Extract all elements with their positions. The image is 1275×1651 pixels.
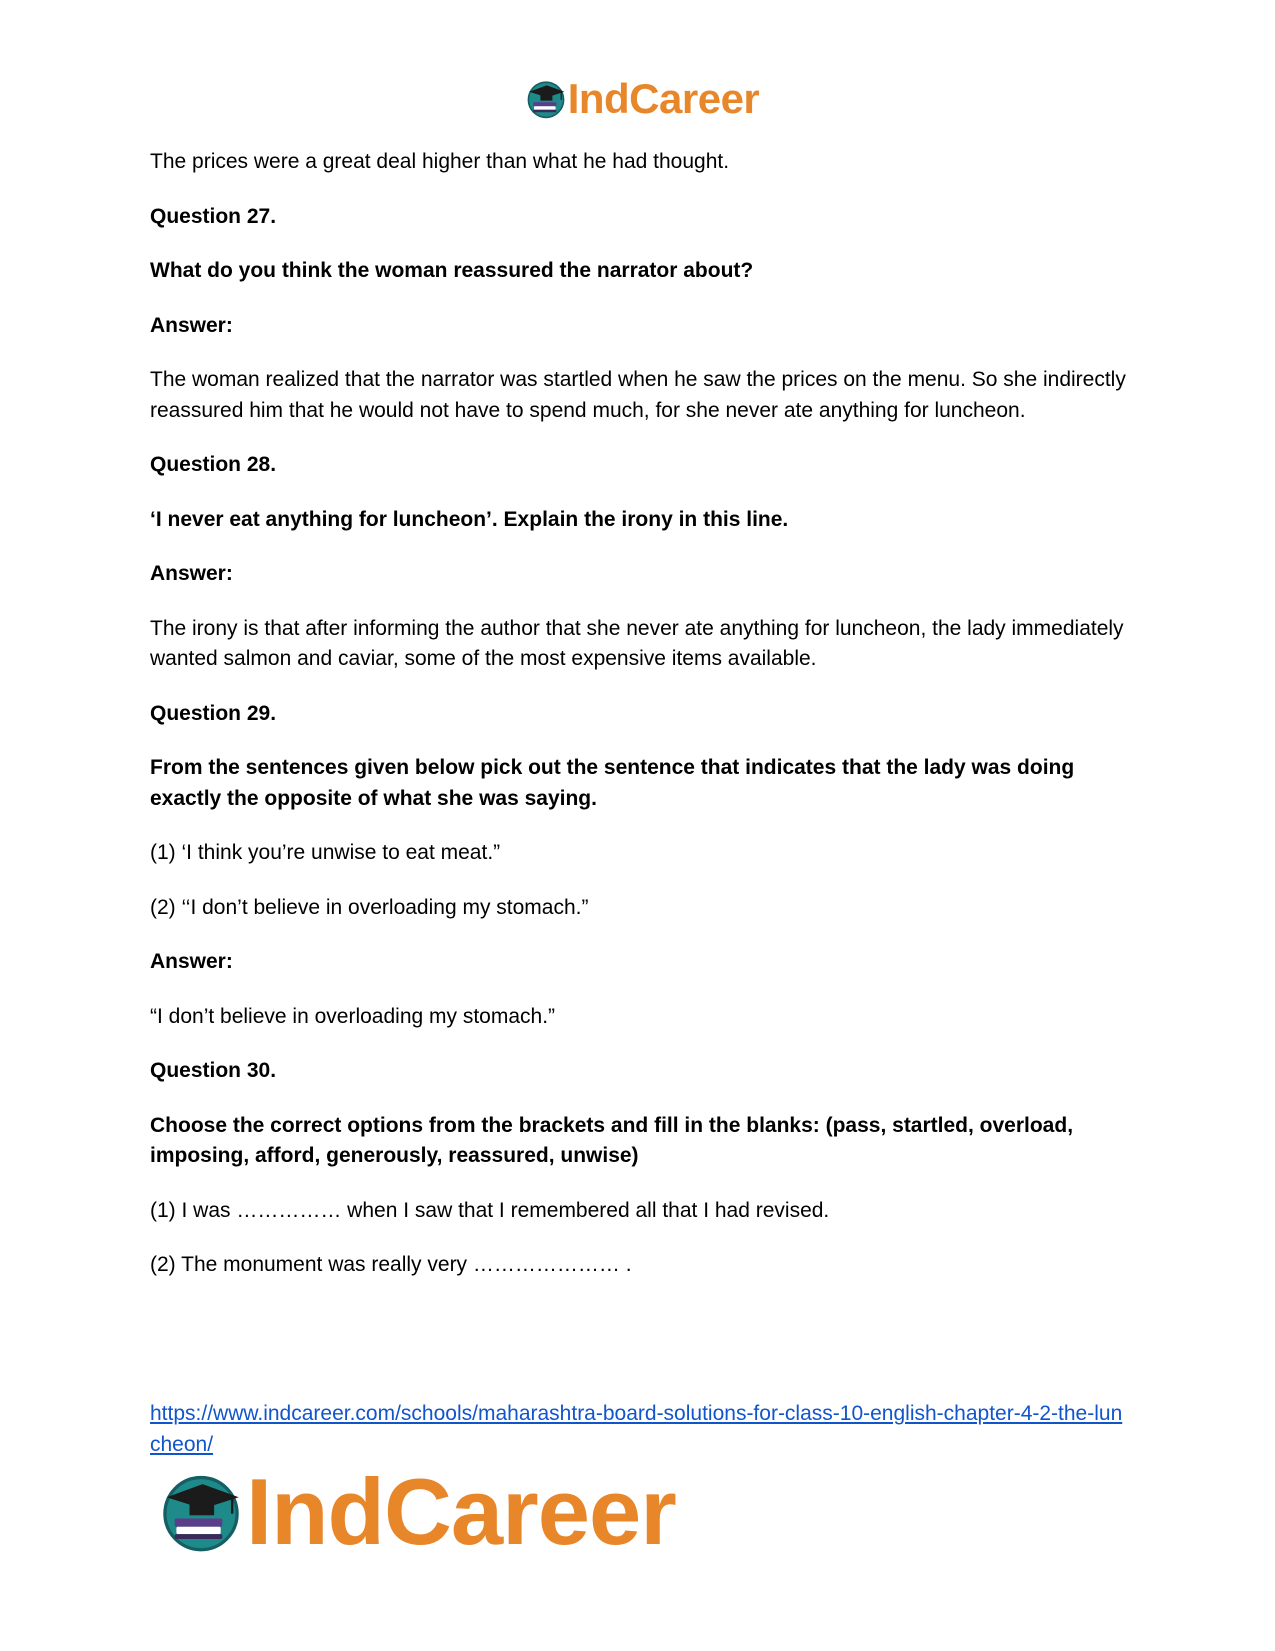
source-link[interactable]: https://www.indcareer.com/schools/maharashtra-board-solutions-for-class-10-english-chapter-4-2-the-luncheon/ <box>150 1402 1123 1456</box>
question-heading: Question 30. <box>150 1059 277 1082</box>
paragraph: The woman realized that the narrator was startled when he saw the prices on the menu. So she indirectly reassured him that he would not have to spend much, for she never ate anything for luncheon. <box>150 368 1126 422</box>
graduation-cap-book-globe-icon <box>160 1471 242 1553</box>
question-heading: Question 27. <box>150 204 277 228</box>
list-item: (2) The monument was really very ………………… . <box>150 1253 632 1276</box>
question-heading: Question 29. <box>150 701 277 725</box>
list-item: (2) ‘‘I don’t believe in overloading my stomach.” <box>150 895 589 919</box>
paragraph: The irony is that after informing the author that she never ate anything for luncheon, the lady immediately wanted salmon and caviar, some of the most expensive items available. <box>150 616 1124 670</box>
paragraph: “I don’t believe in overloading my stomach.” <box>150 1004 556 1028</box>
footer-logo <box>160 1459 676 1564</box>
paragraph: The prices were a great deal higher than what he had thought. <box>150 150 730 173</box>
header-logo <box>0 75 1275 122</box>
footer-logo-text: IndCareer <box>246 1459 676 1564</box>
question-heading: Question 28. <box>150 453 277 476</box>
answer-label: Answer: <box>150 562 233 585</box>
document-body <box>150 147 1130 1305</box>
question-text: What do you think the woman reassured the narrator about? <box>150 259 754 282</box>
graduation-cap-book-globe-icon <box>526 79 566 119</box>
question-text: Choose the correct options from the brackets and fill in the blanks: (pass, startled, overload, imposing, afford, generously, reassured, unwise) <box>150 1113 1074 1167</box>
question-text: ‘I never eat anything for luncheon’. Explain the irony in this line. <box>150 507 789 531</box>
answer-label: Answer: <box>150 950 233 973</box>
list-item: (1) ‘I think you’re unwise to eat meat.” <box>150 841 501 864</box>
logo-text: IndCareer <box>567 75 760 122</box>
list-item: (1) I was …………… when I saw that I remembered all that I had revised. <box>150 1198 830 1222</box>
question-text: From the sentences given below pick out the sentence that indicates that the lady was doing exactly the opposite of what she was saying. <box>150 756 1075 810</box>
answer-label: Answer: <box>150 313 233 337</box>
